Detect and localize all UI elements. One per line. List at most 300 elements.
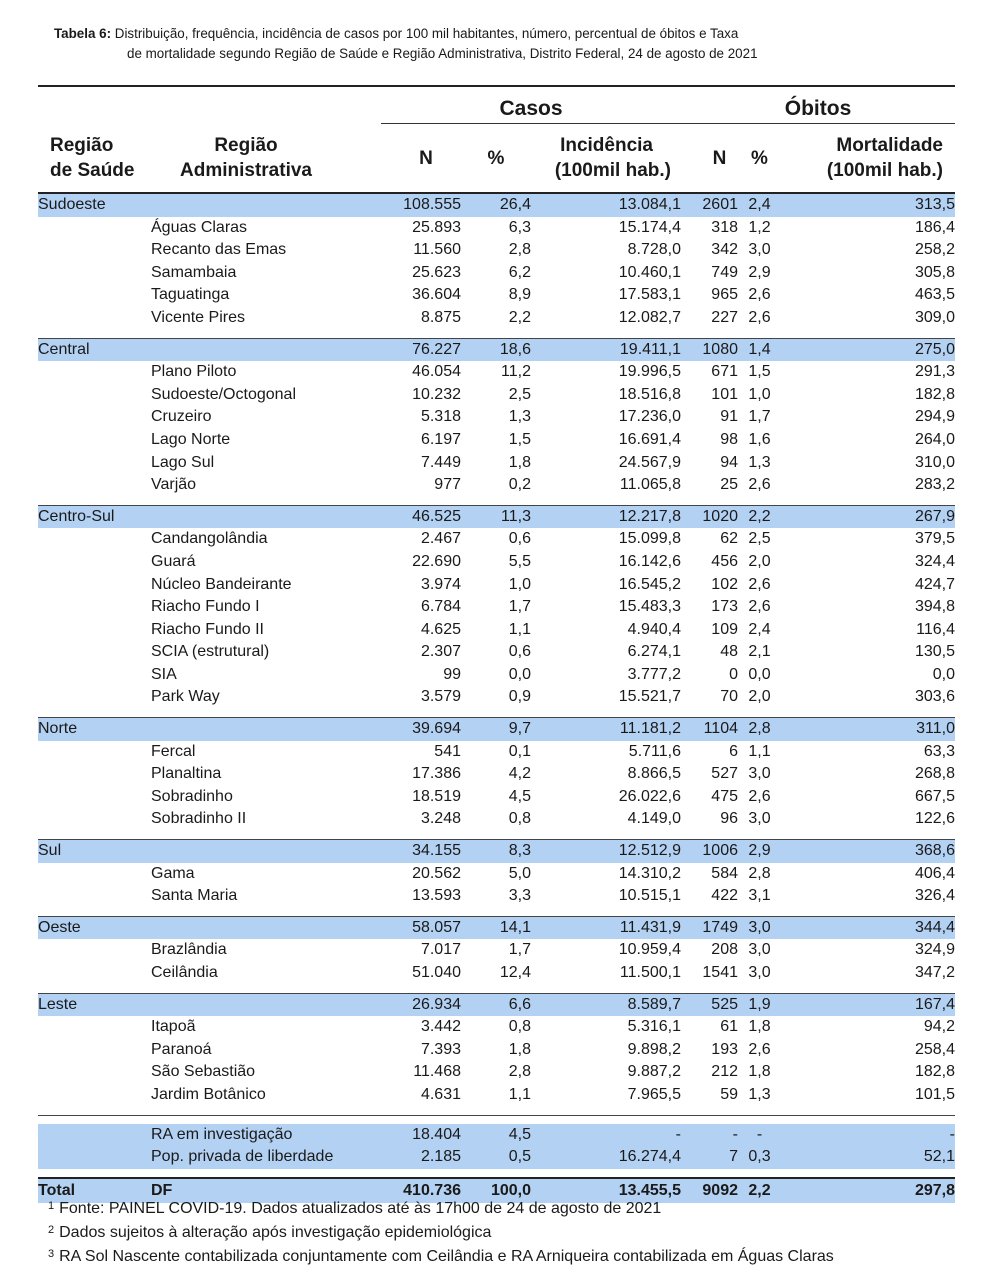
cell-mort: 267,9 xyxy=(781,506,955,529)
cell-obp: 2,6 xyxy=(748,476,771,494)
footnote: $^1$ Fonte: PAINEL COVID-19. Dados atualizados até às 17h00 de 24 de agosto de 2021 xyxy=(48,1200,662,1217)
cell-inc: 10.959,4 xyxy=(618,941,681,959)
cell-inc: 16.545,2 xyxy=(618,575,681,593)
cell-obp: 1,2 xyxy=(748,218,771,236)
cell-obp: 2,8 xyxy=(738,718,781,741)
cell-pct: 1,7 xyxy=(508,941,531,959)
cell-obp: 1,3 xyxy=(748,453,771,471)
cell-inc: 17.583,1 xyxy=(618,286,681,304)
cell-n: 3.974 xyxy=(420,575,461,593)
cell-obn: 527 xyxy=(711,765,738,783)
cell-n: 6.197 xyxy=(420,430,461,448)
cell-obn: 1006 xyxy=(681,840,738,863)
cell-mort: 182,8 xyxy=(914,385,955,403)
total-ra: DF xyxy=(151,1179,381,1203)
cell-n: 22.690 xyxy=(412,552,461,570)
cell-obn: 61 xyxy=(720,1018,738,1036)
cell-pct: 5,5 xyxy=(508,552,531,570)
cell-obp: 3,0 xyxy=(748,941,771,959)
cell-mort: 264,0 xyxy=(914,430,955,448)
cell-pct: 18,6 xyxy=(461,339,531,362)
cell-pct: 6,2 xyxy=(508,263,531,281)
cell-mort: 379,5 xyxy=(914,530,955,548)
cell-obn: 94 xyxy=(720,453,738,471)
ra-name: Águas Claras xyxy=(151,218,248,236)
cell-obn: 212 xyxy=(711,1063,738,1081)
cell-pct: 2,8 xyxy=(508,241,531,259)
cell-obp: 2,6 xyxy=(748,598,771,616)
cell-inc: 15.521,7 xyxy=(618,688,681,706)
cell-n: 58.057 xyxy=(381,917,461,940)
cell-pct: 8,3 xyxy=(461,840,531,863)
cell-obp: 3,0 xyxy=(748,810,771,828)
cell-mort: 313,5 xyxy=(781,193,955,217)
ra-name: Sudoeste/Octogonal xyxy=(151,385,296,403)
ra-row xyxy=(38,741,955,764)
cell-obp: 1,8 xyxy=(748,1018,771,1036)
cell-pct: 0,1 xyxy=(508,742,531,760)
ra-name: São Sebastião xyxy=(151,1063,256,1081)
cell-inc: 19.411,1 xyxy=(531,339,681,362)
header-casos: Casos xyxy=(381,87,681,124)
cell-obp: 1,1 xyxy=(748,742,771,760)
cell-n: 26.934 xyxy=(381,994,461,1017)
cell-obn: 6 xyxy=(729,742,738,760)
cell-mort: 368,6 xyxy=(781,840,955,863)
cell-pct: 9,7 xyxy=(461,718,531,741)
cell-obp: 2,6 xyxy=(748,575,771,593)
cell-mort: 309,0 xyxy=(914,308,955,326)
cell-inc: 5.316,1 xyxy=(627,1018,681,1036)
cell-inc: 15.174,4 xyxy=(618,218,681,236)
ra-row xyxy=(38,962,955,985)
ra-name: RA em investigação xyxy=(151,1124,381,1147)
cell-obp: 2,8 xyxy=(748,864,771,882)
cell-n: 8.875 xyxy=(420,308,461,326)
extra-row xyxy=(38,1146,955,1169)
cell-obp: 2,6 xyxy=(748,787,771,805)
cell-n: 10.232 xyxy=(412,385,461,403)
cell-mort: 275,0 xyxy=(781,339,955,362)
cell-obp: 2,9 xyxy=(738,840,781,863)
ra-row xyxy=(38,641,955,664)
cell-n: 46.054 xyxy=(412,363,461,381)
cell-mort: - xyxy=(781,1124,955,1147)
cell-obp: 1,8 xyxy=(748,1063,771,1081)
cell-obn: 109 xyxy=(711,620,738,638)
region-row xyxy=(38,917,955,940)
cell-inc: 4.940,4 xyxy=(627,620,681,638)
cell-obn: 70 xyxy=(720,688,738,706)
cell-mort: 94,2 xyxy=(923,1018,955,1036)
cell-pct: 1,1 xyxy=(508,620,531,638)
ra-row xyxy=(38,217,955,240)
cell-obp: 1,7 xyxy=(748,408,771,426)
ra-name: Itapoã xyxy=(151,1018,196,1036)
cell-mort: 116,4 xyxy=(916,620,955,638)
ra-name: Lago Sul xyxy=(151,453,215,471)
cell-inc: 10.515,1 xyxy=(618,887,681,905)
cell-mort: 186,4 xyxy=(914,218,955,236)
cell-inc: 19.996,5 xyxy=(618,363,681,381)
cell-obn: 9092 xyxy=(681,1179,738,1203)
cell-n: 7.449 xyxy=(420,453,461,471)
ra-name: Sobradinho II xyxy=(151,810,247,828)
cell-obn: 173 xyxy=(711,598,738,616)
cell-n: 3.579 xyxy=(420,688,461,706)
cell-inc: 11.065,8 xyxy=(619,476,681,494)
ra-row xyxy=(38,429,955,452)
ra-name: Recanto das Emas xyxy=(151,241,287,259)
header-obitos: Óbitos xyxy=(681,87,955,124)
cell-mort: 130,5 xyxy=(914,643,955,661)
ra-name: Pop. privada de liberdade xyxy=(151,1146,381,1169)
cell-obp: 2,6 xyxy=(748,1040,771,1058)
ra-name: Guará xyxy=(151,552,196,570)
cell-pct: 4,2 xyxy=(508,765,531,783)
header-obitos-pct: % xyxy=(751,147,768,169)
cell-obn: 318 xyxy=(711,218,738,236)
cell-obp: 2,6 xyxy=(748,286,771,304)
cell-inc: 13.084,1 xyxy=(531,193,681,217)
cell-inc: 8.589,7 xyxy=(531,994,681,1017)
cell-obn: 25 xyxy=(720,476,738,494)
cell-pct: 12,4 xyxy=(499,964,531,981)
cell-n: 4.625 xyxy=(420,620,461,638)
cell-inc: 16.691,4 xyxy=(618,430,681,448)
cell-obp: 2,4 xyxy=(748,620,771,638)
ra-row xyxy=(38,1061,955,1084)
cell-pct: 0,2 xyxy=(508,476,531,494)
cell-inc: 8.866,5 xyxy=(627,765,681,783)
cell-inc: 12.512,9 xyxy=(531,840,681,863)
table-caption xyxy=(54,24,934,64)
cell-mort: 305,8 xyxy=(914,263,955,281)
cell-mort: 268,8 xyxy=(914,765,955,783)
cell-pct: 2,2 xyxy=(508,308,531,326)
cell-n: 4.631 xyxy=(420,1085,461,1103)
ra-row xyxy=(38,763,955,786)
cell-obn: 1104 xyxy=(681,718,738,741)
ra-name: Taguatinga xyxy=(151,286,230,304)
header-regiao-saude: Região de Saúde xyxy=(50,134,135,181)
cell-mort: 311,0 xyxy=(781,718,955,741)
cell-obp: 0,3 xyxy=(738,1146,781,1169)
cell-obp: 2,5 xyxy=(748,530,771,548)
ra-row xyxy=(38,239,955,262)
cell-n: 11.468 xyxy=(413,1063,461,1081)
cell-inc: 16.142,6 xyxy=(618,552,681,570)
cell-n: 2.307 xyxy=(420,643,461,661)
cell-mort: 52,1 xyxy=(781,1146,955,1169)
ra-row xyxy=(38,452,955,475)
cell-pct: 0,0 xyxy=(508,665,531,683)
ra-name: Fercal xyxy=(151,742,196,760)
ra-row xyxy=(38,551,955,574)
cell-inc: 6.274,1 xyxy=(627,643,681,661)
cell-obp: 3,0 xyxy=(748,241,771,259)
cell-mort: 167,4 xyxy=(781,994,955,1017)
cell-pct: 0,5 xyxy=(461,1146,531,1169)
ra-row xyxy=(38,574,955,597)
cell-mort: 258,2 xyxy=(914,241,955,259)
cell-pct: 1,3 xyxy=(508,408,531,426)
caption-line1: Distribuição, frequência, incidência de casos por 100 mil habitantes, número, percentual de óbitos e Taxa xyxy=(111,26,739,41)
cell-obp: 3,0 xyxy=(748,765,771,783)
cell-n: 25.623 xyxy=(412,263,461,281)
ra-name: SIA xyxy=(151,665,177,683)
region-name: Centro-Sul xyxy=(38,506,151,529)
cell-n: 99 xyxy=(443,665,461,683)
cell-pct: 0,8 xyxy=(508,1018,531,1036)
cell-mort: 101,5 xyxy=(914,1085,955,1103)
cell-inc: 7.965,5 xyxy=(627,1085,681,1103)
cell-inc: 4.149,0 xyxy=(627,810,681,828)
cell-pct: 1,8 xyxy=(508,1040,531,1058)
cell-obn: - xyxy=(681,1124,738,1147)
cell-pct: 2,8 xyxy=(508,1063,531,1081)
ra-name: Plano Piloto xyxy=(151,363,237,381)
cell-obn: 1080 xyxy=(681,339,738,362)
ra-row xyxy=(38,307,955,330)
ra-name: Núcleo Bandeirante xyxy=(151,575,292,593)
cell-n: 7.017 xyxy=(420,941,461,959)
cell-inc: 5.711,6 xyxy=(628,742,681,760)
cell-obn: 208 xyxy=(711,941,738,959)
cell-obn: 193 xyxy=(711,1040,738,1058)
cell-obn: 1541 xyxy=(702,964,738,981)
cell-pct: 0,6 xyxy=(508,530,531,548)
extra-row xyxy=(38,1124,955,1147)
cell-mort: 344,4 xyxy=(781,917,955,940)
cell-pct: 1,1 xyxy=(508,1085,531,1103)
cell-mort: 394,8 xyxy=(914,598,955,616)
cell-obn: 59 xyxy=(720,1085,738,1103)
cell-n: 25.893 xyxy=(412,218,461,236)
cell-obp: 3,1 xyxy=(748,887,771,905)
ra-name: Lago Norte xyxy=(151,430,231,448)
cell-n: 541 xyxy=(434,742,461,760)
ra-row xyxy=(38,1016,955,1039)
cell-obn: 62 xyxy=(720,530,738,548)
ra-row xyxy=(38,361,955,384)
region-name: Sudoeste xyxy=(38,193,151,217)
ra-row xyxy=(38,474,955,497)
cell-obn: 671 xyxy=(711,363,738,381)
ra-row xyxy=(38,664,955,687)
cell-obn: 48 xyxy=(720,643,738,661)
cell-inc: 12.082,7 xyxy=(618,308,681,326)
ra-name: Sobradinho xyxy=(151,787,233,805)
cell-mort: 297,8 xyxy=(781,1179,955,1203)
caption-line2: de mortalidade segundo Região de Saúde e Região Administrativa, Distrito Federal, 24 de agosto de 2021 xyxy=(127,46,758,61)
cell-n: 3.442 xyxy=(420,1018,461,1036)
region-row xyxy=(38,506,955,529)
cell-inc: 15.483,3 xyxy=(618,598,681,616)
cell-pct: 4,5 xyxy=(461,1124,531,1147)
cell-inc: 16.274,4 xyxy=(531,1146,681,1169)
cell-n: 5.318 xyxy=(420,408,461,426)
cell-n: 46.525 xyxy=(381,506,461,529)
cell-n: 2.185 xyxy=(381,1146,461,1169)
header-regiao-admin: Região Administrativa xyxy=(180,134,312,181)
region-row xyxy=(38,193,955,217)
cell-obn: 96 xyxy=(720,810,738,828)
ra-row xyxy=(38,885,955,908)
cell-n: 34.155 xyxy=(381,840,461,863)
cell-n: 39.694 xyxy=(381,718,461,741)
cell-inc: 9.898,2 xyxy=(627,1040,681,1058)
cell-inc: 12.217,8 xyxy=(531,506,681,529)
cell-mort: 324,4 xyxy=(914,552,955,570)
cell-obp: 2,9 xyxy=(748,263,771,281)
cell-obp: - xyxy=(738,1124,781,1147)
cell-obp: 3,0 xyxy=(738,917,781,940)
footnote: $^2$ Dados sujeitos à alteração após investigação epidemiológica xyxy=(48,1224,492,1241)
cell-pct: 5,0 xyxy=(508,864,531,882)
cell-obn: 98 xyxy=(720,430,738,448)
ra-name: Ceilândia xyxy=(151,964,218,981)
cell-pct: 1,5 xyxy=(508,430,531,448)
cell-obp: 2,1 xyxy=(748,643,771,661)
cell-pct: 4,5 xyxy=(508,787,531,805)
ra-row xyxy=(38,786,955,809)
cell-inc: 18.516,8 xyxy=(618,385,681,403)
cell-n: 11.560 xyxy=(413,241,461,259)
cell-mort: 63,3 xyxy=(923,742,955,760)
cell-inc: 26.022,6 xyxy=(618,787,681,805)
ra-name: Riacho Fundo II xyxy=(151,620,264,638)
cell-obp: 1,0 xyxy=(748,385,771,403)
cell-obp: 3,0 xyxy=(748,964,771,981)
region-name: Sul xyxy=(38,840,151,863)
cell-n: 13.593 xyxy=(412,887,461,905)
ra-name: Jardim Botânico xyxy=(151,1085,266,1103)
cell-pct: 8,9 xyxy=(508,286,531,304)
cell-inc: 8.728,0 xyxy=(627,241,681,259)
cell-obp: 0,0 xyxy=(748,665,771,683)
cell-obn: 227 xyxy=(711,308,738,326)
cell-pct: 0,8 xyxy=(508,810,531,828)
cell-obn: 1749 xyxy=(681,917,738,940)
cell-obn: 2601 xyxy=(681,193,738,217)
ra-name: Brazlândia xyxy=(151,941,227,959)
cell-n: 3.248 xyxy=(420,810,461,828)
footnote: $^3$ RA Sol Nascente contabilizada conjuntamente com Ceilândia e RA Arniqueira contabilizada em Águas Claras xyxy=(48,1248,834,1265)
region-name: Norte xyxy=(38,718,151,741)
ra-name: Cruzeiro xyxy=(151,408,212,426)
cell-pct: 14,1 xyxy=(461,917,531,940)
cell-obn: 7 xyxy=(681,1146,738,1169)
cell-mort: 347,2 xyxy=(914,964,955,981)
cell-pct: 6,6 xyxy=(461,994,531,1017)
ra-name: SCIA (estrutural) xyxy=(151,643,270,661)
caption-label: Tabela 6: xyxy=(54,26,112,41)
ra-name: Gama xyxy=(151,864,195,882)
ra-name: Park Way xyxy=(151,688,220,706)
region-row xyxy=(38,840,955,863)
ra-name: Paranoá xyxy=(151,1040,212,1058)
cell-mort: 294,9 xyxy=(914,408,955,426)
cell-inc: 10.460,1 xyxy=(618,263,681,281)
cell-pct: 0,9 xyxy=(508,688,531,706)
cell-obp: 1,3 xyxy=(748,1085,771,1103)
cell-n: 51.040 xyxy=(412,964,461,981)
cell-inc: 9.887,2 xyxy=(627,1063,681,1081)
cell-pct: 6,3 xyxy=(508,218,531,236)
header-incidencia: Incidência (100mil hab.) xyxy=(554,135,671,181)
cell-inc: 24.567,9 xyxy=(618,453,681,471)
cell-n: 108.555 xyxy=(381,193,461,217)
cell-mort: 310,0 xyxy=(914,453,955,471)
ra-name: Varjão xyxy=(151,476,197,494)
region-row xyxy=(38,994,955,1017)
cell-obn: 525 xyxy=(681,994,738,1017)
ra-row xyxy=(38,686,955,709)
cell-n: 410.736 xyxy=(381,1179,461,1203)
cell-mort: 182,8 xyxy=(914,1063,955,1081)
cell-obn: 342 xyxy=(711,241,738,259)
cell-obn: 0 xyxy=(729,665,738,683)
total-label: Total xyxy=(38,1179,151,1203)
ra-row xyxy=(38,384,955,407)
cell-n: 977 xyxy=(434,476,461,494)
cell-obp: 1,6 xyxy=(748,430,771,448)
ra-row xyxy=(38,406,955,429)
region-name: Central xyxy=(38,339,151,362)
cell-obp: 2,6 xyxy=(748,308,771,326)
ra-row xyxy=(38,863,955,886)
cell-inc: 17.236,0 xyxy=(618,408,681,426)
cell-mort: 326,4 xyxy=(914,887,955,905)
cell-pct: 11,2 xyxy=(501,363,531,381)
cell-inc: 11.431,9 xyxy=(531,917,681,940)
cell-pct: 11,3 xyxy=(461,506,531,529)
ra-name: Vicente Pires xyxy=(151,308,245,326)
header-n: N xyxy=(419,147,433,169)
header-mortalidade: Mortalidade (100mil hab.) xyxy=(826,135,943,181)
cell-mort: 291,3 xyxy=(914,363,955,381)
cell-n: 36.604 xyxy=(412,286,461,304)
ra-row xyxy=(38,619,955,642)
ra-row xyxy=(38,808,955,831)
ra-row xyxy=(38,284,955,307)
region-row xyxy=(38,718,955,741)
cell-inc: - xyxy=(531,1124,681,1147)
cell-n: 18.519 xyxy=(412,787,461,805)
cell-obn: 1020 xyxy=(681,506,738,529)
cell-mort: 122,6 xyxy=(914,810,955,828)
cell-obn: 749 xyxy=(711,263,738,281)
footnotes xyxy=(48,1197,834,1269)
cell-obp: 2,0 xyxy=(748,688,771,706)
covid-table xyxy=(38,85,955,1203)
cell-pct: 1,8 xyxy=(508,453,531,471)
ra-row xyxy=(38,939,955,962)
cell-mort: 324,9 xyxy=(914,941,955,959)
cell-inc: 13.455,5 xyxy=(531,1179,681,1203)
cell-obn: 422 xyxy=(711,887,738,905)
cell-pct: 1,0 xyxy=(508,575,531,593)
cell-n: 76.227 xyxy=(381,339,461,362)
ra-name: Samambaia xyxy=(151,263,237,281)
cell-n: 2.467 xyxy=(420,530,461,548)
ra-row xyxy=(38,1039,955,1062)
cell-obn: 584 xyxy=(711,864,738,882)
header-pct: % xyxy=(487,147,505,169)
cell-inc: 11.500,1 xyxy=(619,964,681,981)
cell-mort: 406,4 xyxy=(914,864,955,882)
